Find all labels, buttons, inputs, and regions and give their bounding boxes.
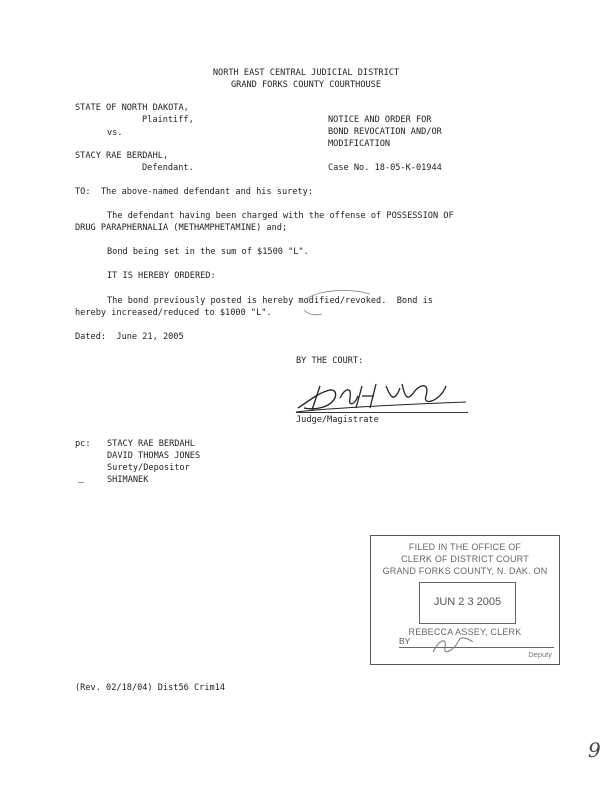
addressee-line: TO: The above-named defendant and his surety: (75, 187, 313, 197)
stamp-clerk-name: REBECCA ASSEY, CLERK (408, 627, 522, 637)
cc-recipient: STACY RAE BERDAHL (107, 439, 195, 449)
stamp-date-box (419, 582, 516, 624)
page-number: 9 (588, 738, 601, 762)
stamp-by-label: BY (399, 636, 411, 646)
copies-label: pc: (75, 439, 91, 449)
order-heading: IT IS HEREBY ORDERED: (107, 271, 216, 281)
stamp-date: JUN 2 3 2005 (433, 596, 502, 608)
document-title-line2: BOND REVOCATION AND/OR (328, 127, 442, 137)
form-revision: (Rev. 02/18/04) Dist56 Crim14 (75, 683, 226, 693)
plaintiff-role: Plaintiff, (142, 115, 194, 125)
stamp-county-line: GRAND FORKS COUNTY, N. DAK. ON (382, 566, 548, 576)
document-title-line3: MODIFICATION (328, 139, 391, 149)
signature-line (296, 412, 468, 413)
by-the-court-label: BY THE COURT: (296, 356, 364, 366)
plaintiff-name: STATE OF NORTH DAKOTA, (75, 103, 189, 113)
court-district: NORTH EAST CENTRAL JUDICIAL DISTRICT (212, 68, 400, 78)
stamp-filed-line: FILED IN THE OFFICE OF (408, 542, 522, 552)
stamp-clerk-office-line: CLERK OF DISTRICT COURT (401, 554, 529, 564)
cc-recipient: Surety/Depositor (107, 463, 190, 473)
order-paragraph-line2: hereby increased/reduced to $1000 "L". (75, 308, 272, 318)
charge-paragraph-line2: DRUG PARAPHERNALIA (METHAMPHETAMINE) and; (75, 223, 288, 233)
charge-paragraph-line1: The defendant having been charged with the offense of POSSESSION OF (107, 211, 454, 221)
stamp-deputy-label: Deputy (528, 650, 552, 659)
dated-line: Dated: June 21, 2005 (75, 332, 184, 342)
courthouse-name: GRAND FORKS COUNTY COURTHOUSE (230, 80, 382, 90)
deputy-initials (429, 630, 479, 658)
pen-tick-mark (78, 482, 84, 483)
document-title-line1: NOTICE AND ORDER FOR (328, 115, 432, 125)
order-paragraph-line1: The bond previously posted is hereby modified/revoked. Bond is (107, 296, 433, 306)
handwritten-circle-marks (300, 284, 420, 324)
cc-recipient: SHIMANEK (107, 475, 149, 485)
bond-amount-line: Bond being set in the sum of $1500 "L". (107, 247, 309, 257)
case-number: Case No. 18-05-K-01944 (328, 163, 442, 173)
defendant-role: Defendant. (142, 163, 194, 173)
defendant-name: STACY RAE BERDAHL, (75, 151, 169, 161)
cc-recipient: DAVID THOMAS JONES (107, 451, 201, 461)
judge-title: Judge/Magistrate (296, 415, 379, 425)
filing-stamp (370, 535, 560, 665)
versus-label: vs. (107, 128, 123, 138)
